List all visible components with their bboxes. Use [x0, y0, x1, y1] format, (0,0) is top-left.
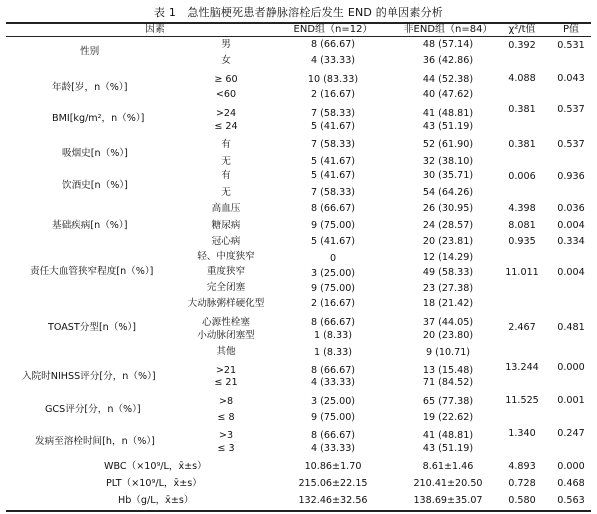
subgroup-label: 无 — [221, 156, 231, 167]
factor-label: 年龄[岁，n（%）] — [52, 82, 128, 93]
header-rule — [6, 36, 591, 37]
factor-label: 发病至溶栓时间[h，n（%）] — [35, 436, 155, 447]
subgroup-label: 轻、中度狭窄 — [197, 251, 255, 262]
non-end-value: 54 (64.26) — [422, 187, 474, 198]
subgroup-label: 完全闭塞 — [206, 282, 246, 293]
end-value: 7 (58.33) — [310, 187, 356, 198]
subgroup-label: 女 — [221, 55, 231, 66]
statistic-value: 2.467 — [508, 322, 536, 333]
subgroup-label: ≤ 24 — [214, 121, 238, 132]
statistic-value: 0.392 — [508, 40, 536, 51]
end-value: 132.46±32.56 — [298, 495, 368, 506]
subgroup-label: >24 — [215, 108, 237, 119]
non-end-value: 65 (77.38) — [422, 396, 474, 407]
non-end-value: 9 (10.71) — [425, 347, 471, 358]
table-caption: 表 1 急性脑梗死患者静脉溶栓后发生 END 的单因素分析 — [154, 6, 443, 19]
p-value: 0.334 — [557, 236, 585, 247]
end-value: 3 (25.00) — [310, 268, 356, 279]
statistic-value: 11.525 — [505, 395, 539, 406]
header-non-end-group: 非END组（n=84） — [403, 24, 493, 35]
p-value: 0.537 — [557, 139, 585, 150]
end-value: 8 (66.67) — [310, 430, 356, 441]
subgroup-label: ≥ 60 — [214, 74, 238, 85]
end-value: 4 (33.33) — [310, 443, 356, 454]
end-value: 9 (75.00) — [310, 283, 356, 294]
statistic-value: 1.340 — [508, 428, 536, 439]
p-value: 0.036 — [557, 203, 585, 214]
non-end-value: 40 (47.62) — [422, 89, 474, 100]
non-end-value: 12 (14.29) — [422, 252, 474, 263]
non-end-value: 20 (23.80) — [422, 330, 474, 341]
header-statistic: χ²/t值 — [508, 24, 536, 35]
non-end-value: 43 (51.19) — [422, 443, 474, 454]
factor-label: GCS评分[分，n（%）] — [45, 404, 141, 415]
end-value: 215.06±22.15 — [298, 478, 368, 489]
end-value: 1 (8.33) — [313, 330, 352, 341]
statistic-value: 4.893 — [508, 461, 536, 472]
end-value: 0 — [329, 253, 337, 264]
factor-label: WBC（×10⁹/L，x̄±s） — [104, 461, 207, 472]
subgroup-label: 大动脉粥样硬化型 — [187, 298, 265, 309]
subgroup-label: >3 — [218, 430, 234, 441]
non-end-value: 48 (57.14) — [422, 39, 474, 50]
subgroup-label: ≤ 3 — [217, 443, 235, 454]
subgroup-label: 冠心病 — [211, 236, 241, 247]
subgroup-label: 高血压 — [211, 203, 241, 214]
statistic-value: 0.006 — [508, 171, 536, 182]
subgroup-label: 其他 — [216, 346, 236, 357]
factor-label: 吸烟史[n（%）] — [62, 148, 128, 159]
header-end-group: END组（n=12） — [293, 24, 373, 35]
non-end-value: 32 (38.10) — [422, 156, 474, 167]
statistic-value: 13.244 — [505, 362, 539, 373]
non-end-value: 41 (48.81) — [422, 430, 474, 441]
p-value: 0.531 — [557, 40, 585, 51]
statistic-value: 0.935 — [508, 236, 536, 247]
end-value: 1 (8.33) — [313, 347, 352, 358]
p-value: 0.000 — [557, 362, 585, 373]
subgroup-label: 糖尿病 — [211, 220, 241, 231]
statistic-value: 4.398 — [508, 203, 536, 214]
statistic-value: 0.381 — [508, 139, 536, 150]
factor-label: TOAST分型[n（%）] — [48, 322, 137, 333]
subgroup-label: 重度狭窄 — [206, 266, 246, 277]
end-value: 8 (66.67) — [310, 39, 356, 50]
p-value: 0.537 — [557, 104, 585, 115]
non-end-value: 52 (61.90) — [422, 139, 474, 150]
end-value: 10 (83.33) — [307, 74, 359, 85]
non-end-value: 19 (22.62) — [422, 412, 474, 423]
statistic-value: 4.088 — [508, 73, 536, 84]
end-value: 10.86±1.70 — [304, 461, 362, 472]
non-end-value: 71 (84.52) — [422, 377, 474, 388]
non-end-value: 20 (23.81) — [422, 236, 474, 247]
end-value: 5 (41.67) — [310, 170, 356, 181]
end-value: 2 (16.67) — [310, 89, 356, 100]
p-value: 0.247 — [557, 428, 585, 439]
factor-label: 饮酒史[n（%）] — [62, 180, 128, 191]
non-end-value: 49 (58.33) — [422, 267, 474, 278]
p-value: 0.043 — [557, 73, 585, 84]
non-end-value: 41 (48.81) — [422, 108, 474, 119]
statistic-value: 0.728 — [508, 478, 536, 489]
subgroup-label: 男 — [221, 39, 231, 50]
subgroup-label: ≤ 8 — [217, 412, 235, 423]
header-p-value: P值 — [562, 24, 580, 35]
subgroup-label: 有 — [221, 139, 231, 150]
factor-label: Hb（g/L，x̄±s） — [118, 495, 194, 506]
p-value: 0.001 — [557, 395, 585, 406]
end-value: 9 (75.00) — [310, 220, 356, 231]
non-end-value: 37 (44.05) — [422, 317, 474, 328]
statistic-value: 11.011 — [505, 267, 539, 278]
subgroup-label: 有 — [221, 170, 231, 181]
p-value: 0.481 — [557, 322, 585, 333]
p-value: 0.004 — [557, 267, 585, 278]
non-end-value: 44 (52.38) — [422, 74, 474, 85]
end-value: 5 (41.67) — [310, 121, 356, 132]
subgroup-label: <60 — [215, 89, 237, 100]
non-end-value: 138.69±35.07 — [413, 495, 483, 506]
end-value: 4 (33.33) — [310, 377, 356, 388]
end-value: 7 (58.33) — [310, 108, 356, 119]
end-value: 7 (58.33) — [310, 139, 356, 150]
non-end-value: 18 (21.42) — [422, 298, 474, 309]
subgroup-label: 心源性栓塞 — [202, 317, 250, 328]
subgroup-label: 无 — [221, 187, 231, 198]
end-value: 8 (66.67) — [310, 365, 356, 376]
non-end-value: 43 (51.19) — [422, 121, 474, 132]
end-value: 2 (16.67) — [310, 298, 356, 309]
non-end-value: 8.61±1.46 — [422, 461, 474, 472]
non-end-value: 36 (42.86) — [422, 55, 474, 66]
end-value: 5 (41.67) — [310, 156, 356, 167]
end-value: 8 (66.67) — [310, 317, 356, 328]
subgroup-label: ≤ 21 — [214, 377, 238, 388]
non-end-value: 24 (28.57) — [422, 220, 474, 231]
non-end-value: 210.41±20.50 — [413, 478, 483, 489]
factor-label: 基础疾病[n（%）] — [52, 220, 128, 231]
subgroup-label: >21 — [215, 365, 237, 376]
p-value: 0.000 — [557, 461, 585, 472]
end-value: 9 (75.00) — [310, 412, 356, 423]
header-factor: 因素 — [145, 24, 165, 35]
end-value: 3 (25.00) — [310, 396, 356, 407]
end-value: 5 (41.67) — [310, 236, 356, 247]
factor-label: PLT（×10⁹/L，x̄±s） — [106, 478, 202, 489]
end-value: 8 (66.67) — [310, 203, 356, 214]
non-end-value: 23 (27.38) — [422, 283, 474, 294]
subgroup-label: 小动脉闭塞型 — [197, 330, 255, 341]
p-value: 0.004 — [557, 220, 585, 231]
bottom-rule — [6, 510, 591, 512]
factor-label: 性别 — [80, 46, 100, 57]
end-value: 4 (33.33) — [310, 55, 356, 66]
statistic-value: 0.580 — [508, 495, 536, 506]
p-value: 0.936 — [557, 171, 585, 182]
p-value: 0.563 — [557, 495, 585, 506]
subgroup-label: >8 — [218, 396, 234, 407]
factor-label: BMI[kg/m²，n（%）] — [52, 113, 145, 124]
non-end-value: 26 (30.95) — [422, 203, 474, 214]
factor-label: 责任大血管狭窄程度[n（%）] — [30, 266, 154, 277]
factor-label: 入院时NIHSS评分[分，n（%）] — [22, 371, 156, 382]
statistic-value: 8.081 — [508, 220, 536, 231]
p-value: 0.468 — [557, 478, 585, 489]
non-end-value: 30 (35.71) — [422, 170, 474, 181]
non-end-value: 13 (15.48) — [422, 365, 474, 376]
statistic-value: 0.381 — [508, 104, 536, 115]
